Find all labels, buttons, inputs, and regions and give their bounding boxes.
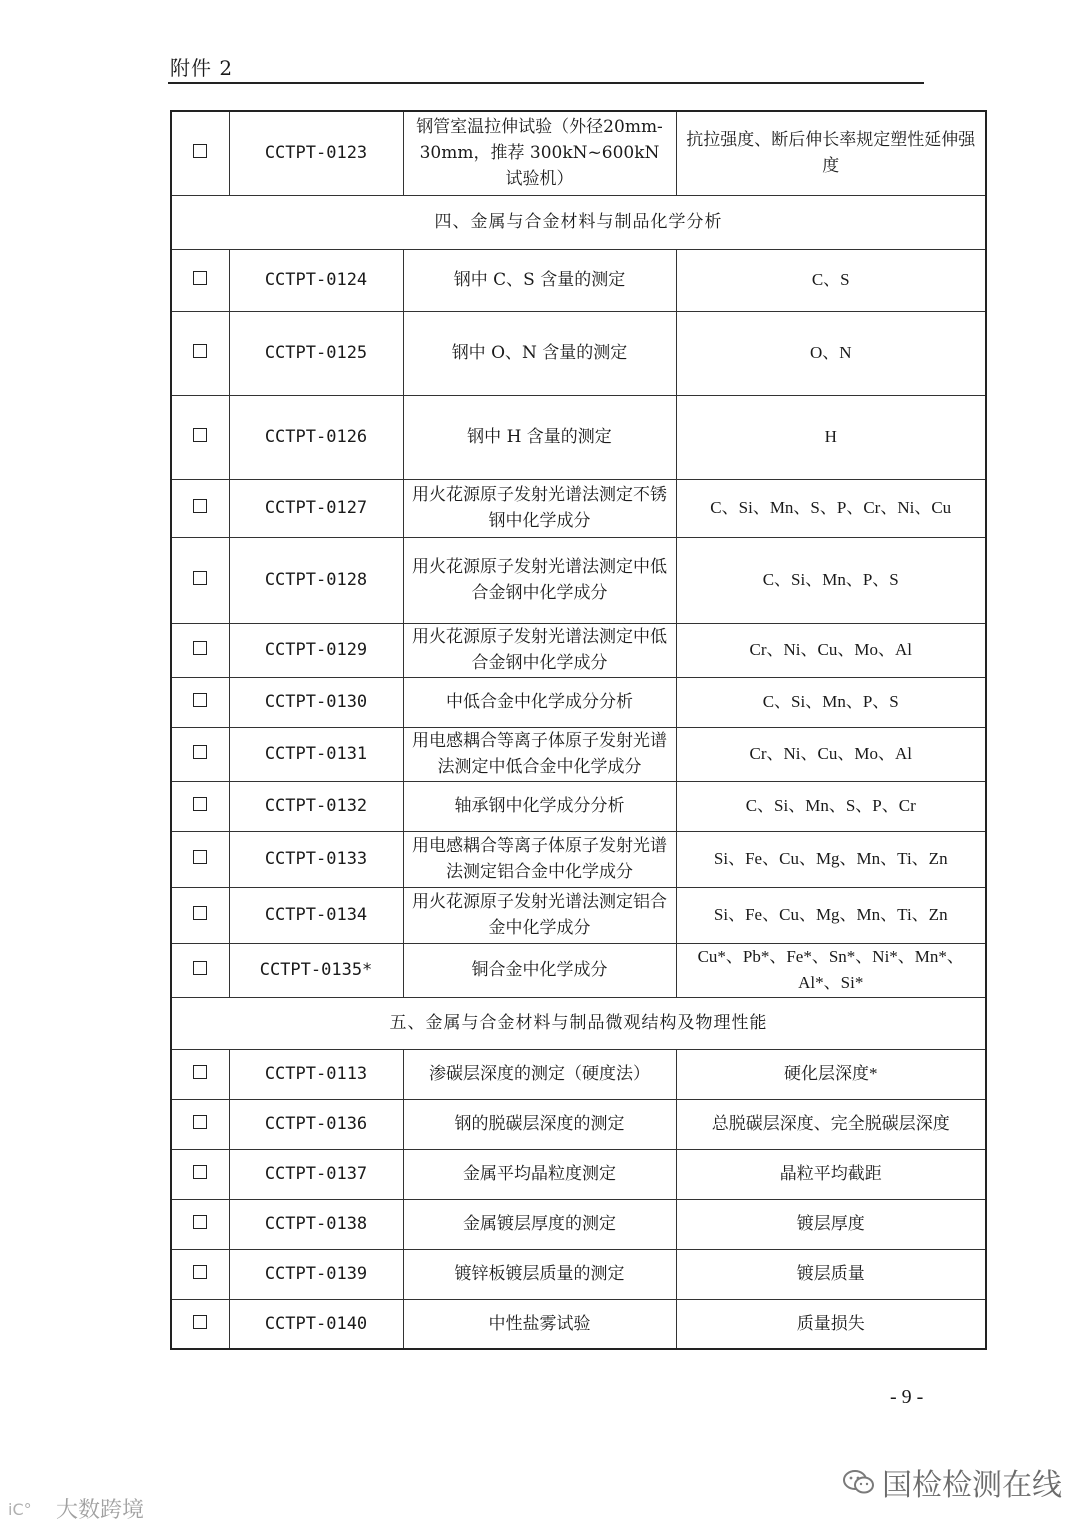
item-code: CCTPT-0126 [229, 395, 403, 479]
select-checkbox[interactable] [193, 1215, 207, 1229]
table-row [171, 623, 986, 677]
section-title: 五、金属与合金材料与制品微观结构及物理性能 [171, 997, 986, 1049]
checkbox-cell[interactable] [171, 781, 229, 831]
item-parameters: Cr、Ni、Cu、Mo、Al [676, 623, 986, 677]
wechat-icon [842, 1469, 876, 1495]
item-name: 金属平均晶粒度测定 [403, 1149, 676, 1199]
item-code: CCTPT-0130 [229, 677, 403, 727]
table-row [171, 311, 986, 395]
item-name: 钢的脱碳层深度的测定 [403, 1099, 676, 1149]
item-name: 金属镀层厚度的测定 [403, 1199, 676, 1249]
checkbox-cell[interactable] [171, 1149, 229, 1199]
item-code: CCTPT-0132 [229, 781, 403, 831]
table-row [171, 727, 986, 781]
item-code: CCTPT-0123 [229, 111, 403, 195]
checkbox-cell[interactable] [171, 727, 229, 781]
item-parameters: Si、Fe、Cu、Mg、Mn、Ti、Zn [676, 887, 986, 943]
item-parameters: Si、Fe、Cu、Mg、Mn、Ti、Zn [676, 831, 986, 887]
table-row [171, 943, 986, 997]
select-checkbox[interactable] [193, 1165, 207, 1179]
table-row [171, 479, 986, 537]
table-row [171, 677, 986, 727]
item-parameters: Cr、Ni、Cu、Mo、Al [676, 727, 986, 781]
select-checkbox[interactable] [193, 850, 207, 864]
checkbox-cell[interactable] [171, 1249, 229, 1299]
item-name: 铜合金中化学成分 [403, 943, 676, 997]
item-code: CCTPT-0113 [229, 1049, 403, 1099]
table-row [171, 111, 986, 195]
table-row [171, 1299, 986, 1349]
table-row [171, 781, 986, 831]
section-header-row [171, 997, 986, 1049]
item-name: 用火花源原子发射光谱法测定中低合金钢中化学成分 [403, 623, 676, 677]
checkbox-cell[interactable] [171, 887, 229, 943]
checkbox-cell[interactable] [171, 677, 229, 727]
table-row [171, 887, 986, 943]
test-items-table [170, 110, 987, 1350]
table-row [171, 831, 986, 887]
item-name: 用火花源原子发射光谱法测定不锈钢中化学成分 [403, 479, 676, 537]
item-parameters: C、Si、Mn、P、S [676, 677, 986, 727]
checkbox-cell[interactable] [171, 395, 229, 479]
item-name: 渗碳层深度的测定（硬度法） [403, 1049, 676, 1099]
item-parameters: 抗拉强度、断后伸长率规定塑性延伸强度 [676, 111, 986, 195]
item-parameters: 镀层厚度 [676, 1199, 986, 1249]
checkbox-cell[interactable] [171, 537, 229, 623]
table-row [171, 249, 986, 311]
table-row [171, 1049, 986, 1099]
item-code: CCTPT-0134 [229, 887, 403, 943]
svg-text:iC°: iC° [8, 1499, 32, 1519]
item-name: 用火花源原子发射光谱法测定铝合金中化学成分 [403, 887, 676, 943]
item-parameters: C、Si、Mn、P、S [676, 537, 986, 623]
item-code: CCTPT-0136 [229, 1099, 403, 1149]
item-parameters: C、Si、Mn、S、P、Cr [676, 781, 986, 831]
select-checkbox[interactable] [193, 693, 207, 707]
item-code: CCTPT-0133 [229, 831, 403, 887]
item-name: 用电感耦合等离子体原子发射光谱法测定铝合金中化学成分 [403, 831, 676, 887]
item-parameters: C、S [676, 249, 986, 311]
item-code: CCTPT-0140 [229, 1299, 403, 1349]
checkbox-cell[interactable] [171, 311, 229, 395]
checkbox-cell[interactable] [171, 479, 229, 537]
item-code: CCTPT-0139 [229, 1249, 403, 1299]
select-checkbox[interactable] [193, 428, 207, 442]
item-parameters: Cu*、Pb*、Fe*、Sn*、Ni*、Mn*、Al*、Si* [676, 943, 986, 997]
item-name: 中低合金中化学成分分析 [403, 677, 676, 727]
item-parameters: H [676, 395, 986, 479]
table-row [171, 1199, 986, 1249]
select-checkbox[interactable] [193, 745, 207, 759]
table-row [171, 537, 986, 623]
item-parameters: 镀层质量 [676, 1249, 986, 1299]
item-code: CCTPT-0131 [229, 727, 403, 781]
checkbox-cell[interactable] [171, 1099, 229, 1149]
item-name: 钢中 C、S 含量的测定 [403, 249, 676, 311]
select-checkbox[interactable] [193, 271, 207, 285]
checkbox-cell[interactable] [171, 249, 229, 311]
item-name: 镀锌板镀层质量的测定 [403, 1249, 676, 1299]
item-parameters: O、N [676, 311, 986, 395]
item-code: CCTPT-0127 [229, 479, 403, 537]
select-checkbox[interactable] [193, 144, 207, 158]
select-checkbox[interactable] [193, 499, 207, 513]
table-body [171, 111, 986, 1349]
item-code: CCTPT-0135* [229, 943, 403, 997]
checkbox-cell[interactable] [171, 1199, 229, 1249]
source-logo-icon [8, 1499, 52, 1519]
checkbox-cell[interactable] [171, 943, 229, 997]
item-name: 用电感耦合等离子体原子发射光谱法测定中低合金中化学成分 [403, 727, 676, 781]
checkbox-cell[interactable] [171, 623, 229, 677]
item-name: 轴承钢中化学成分分析 [403, 781, 676, 831]
select-checkbox[interactable] [193, 344, 207, 358]
item-code: CCTPT-0138 [229, 1199, 403, 1249]
table-row [171, 1149, 986, 1199]
watermark-brand [842, 1460, 1062, 1504]
item-parameters: 总脱碳层深度、完全脱碳层深度 [676, 1099, 986, 1149]
item-code: CCTPT-0124 [229, 249, 403, 311]
item-name: 钢中 O、N 含量的测定 [403, 311, 676, 395]
select-checkbox[interactable] [193, 961, 207, 975]
checkbox-cell[interactable] [171, 111, 229, 195]
item-name: 钢中 H 含量的测定 [403, 395, 676, 479]
item-parameters: 质量损失 [676, 1299, 986, 1349]
section-title: 四、金属与合金材料与制品化学分析 [171, 195, 986, 249]
item-code: CCTPT-0129 [229, 623, 403, 677]
select-checkbox[interactable] [193, 906, 207, 920]
table-row [171, 1249, 986, 1299]
item-name: 中性盐雾试验 [403, 1299, 676, 1349]
section-header-row [171, 195, 986, 249]
select-checkbox[interactable] [193, 641, 207, 655]
item-parameters: 硬化层深度* [676, 1049, 986, 1099]
page-number: - 9 - [890, 1386, 924, 1408]
select-checkbox[interactable] [193, 1065, 207, 1079]
item-parameters: 晶粒平均截距 [676, 1149, 986, 1199]
table-row [171, 1099, 986, 1149]
select-checkbox[interactable] [193, 1265, 207, 1279]
item-name: 用火花源原子发射光谱法测定中低合金钢中化学成分 [403, 537, 676, 623]
checkbox-cell[interactable] [171, 1049, 229, 1099]
attachment-label: 附件 2 [170, 56, 234, 80]
select-checkbox[interactable] [193, 571, 207, 585]
select-checkbox[interactable] [193, 797, 207, 811]
item-name: 钢管室温拉伸试验（外径20mm-30mm，推荐 300kN~600kN 试验机） [403, 111, 676, 195]
select-checkbox[interactable] [193, 1315, 207, 1329]
watermark-source [8, 1493, 144, 1524]
watermark-source-text: 大数跨境 [56, 1498, 145, 1523]
select-checkbox[interactable] [193, 1115, 207, 1129]
item-code: CCTPT-0128 [229, 537, 403, 623]
item-parameters: C、Si、Mn、S、P、Cr、Ni、Cu [676, 479, 986, 537]
item-code: CCTPT-0137 [229, 1149, 403, 1199]
item-code: CCTPT-0125 [229, 311, 403, 395]
table-row [171, 395, 986, 479]
checkbox-cell[interactable] [171, 1299, 229, 1349]
watermark-brand-text: 国检检测在线 [882, 1468, 1062, 1503]
header-divider [168, 82, 924, 84]
checkbox-cell[interactable] [171, 831, 229, 887]
